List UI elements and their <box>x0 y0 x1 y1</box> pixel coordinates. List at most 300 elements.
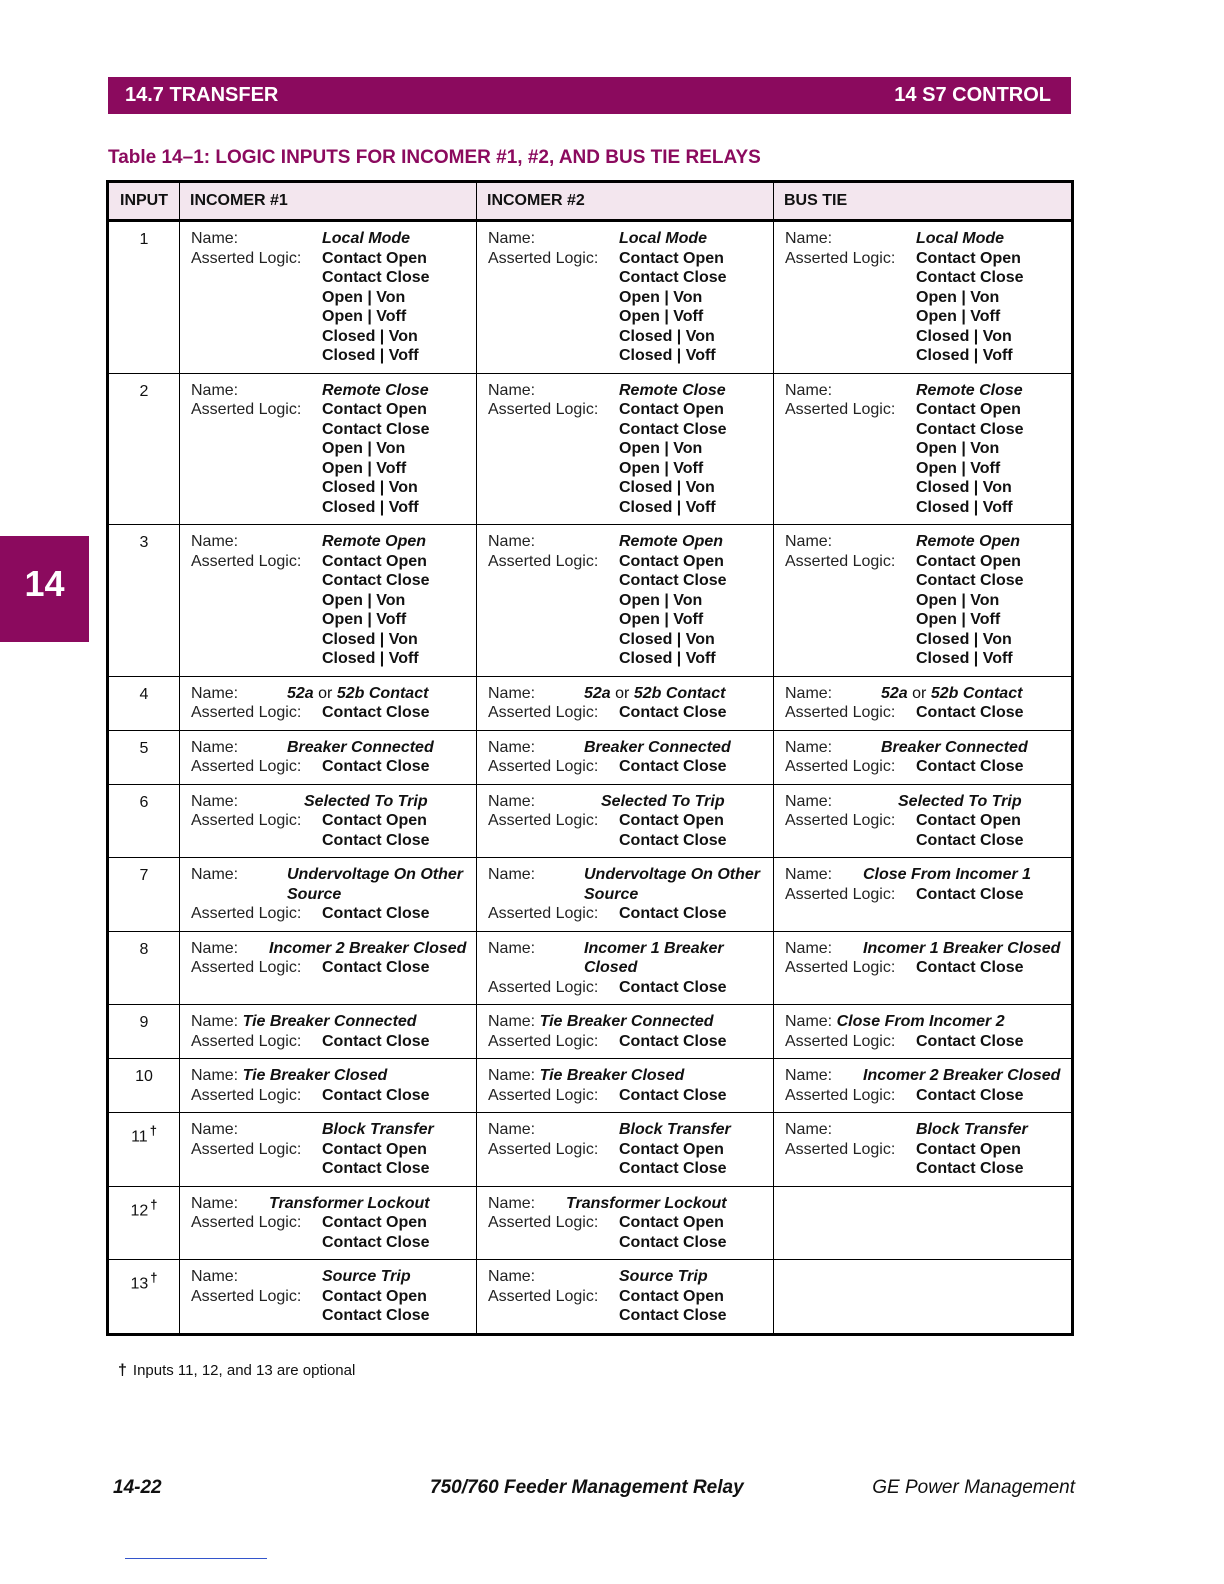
name-value: Remote Open <box>619 533 724 550</box>
bus-tie-cell <box>774 525 1073 677</box>
asserted-row <box>488 1032 773 1052</box>
name-label: Name: <box>785 866 833 883</box>
logic-value: Closed | Voff <box>916 650 1013 667</box>
section-header-bar <box>108 77 1071 114</box>
input-cell <box>191 939 476 978</box>
table-row <box>108 373 1073 525</box>
asserted-logic-label: Asserted Logic: <box>488 1140 599 1158</box>
name-label: Name: <box>488 1013 536 1030</box>
name-label: Name: <box>785 381 833 399</box>
asserted-logic-values <box>619 1086 773 1106</box>
logic-value: Open | Voff <box>619 308 704 325</box>
dagger-symbol: † <box>118 1362 127 1379</box>
asserted-logic-values <box>619 978 773 998</box>
name-or: or <box>912 684 927 702</box>
name-label: Name: <box>785 684 833 702</box>
input-cell <box>785 939 1071 978</box>
asserted-logic-label: Asserted Logic: <box>785 812 896 829</box>
asserted-logic-label: Asserted Logic: <box>488 1086 599 1104</box>
asserted-logic-label: Asserted Logic: <box>191 1287 302 1305</box>
input-cell <box>785 1066 1071 1105</box>
input-number-value: 6 <box>139 793 149 811</box>
name-label: Name: <box>488 1067 536 1084</box>
input-number <box>108 931 180 1005</box>
asserted-logic-label: Asserted Logic: <box>785 552 896 570</box>
asserted-logic-label: Asserted Logic: <box>488 249 599 267</box>
logic-value: Contact Open <box>322 812 427 829</box>
name-label: Name: <box>191 684 239 702</box>
logic-value: Contact Open <box>322 249 427 267</box>
asserted-logic-values <box>916 1086 1071 1106</box>
input-cell <box>488 939 773 998</box>
logic-value: Contact Close <box>322 572 430 589</box>
incomer-1-cell <box>180 784 477 858</box>
table-row <box>108 1260 1073 1335</box>
logic-value: Contact Close <box>916 420 1024 438</box>
name-label: Name: <box>488 866 536 883</box>
name-value: Remote Close <box>619 381 726 399</box>
name-label: Name: <box>785 533 833 550</box>
table-row <box>108 730 1073 784</box>
asserted-logic-values <box>916 552 1071 669</box>
asserted-logic-values <box>916 400 1071 517</box>
name-row <box>488 1066 773 1086</box>
name-label: Name: <box>191 738 239 756</box>
asserted-logic-label: Asserted Logic: <box>785 959 896 976</box>
asserted-logic-label: Asserted Logic: <box>785 758 896 775</box>
input-cell <box>488 532 773 669</box>
input-number <box>108 784 180 858</box>
logic-value: Open | Von <box>619 591 703 609</box>
logic-value: Contact Close <box>916 831 1024 849</box>
logic-value: Open | Von <box>916 591 1000 609</box>
table-row <box>108 1005 1073 1059</box>
name-label: Name: <box>191 230 239 247</box>
name-label: Name: <box>488 1121 536 1138</box>
incomer-1-cell <box>180 525 477 677</box>
logic-value: Contact Open <box>322 401 427 418</box>
logic-value: Contact Open <box>322 1287 427 1305</box>
logic-value: Contact Open <box>619 1214 724 1231</box>
logic-value: Open | Von <box>916 440 1000 457</box>
logic-value: Contact Close <box>619 420 727 438</box>
asserted-logic-label: Asserted Logic: <box>488 704 599 721</box>
logic-value: Open | Voff <box>322 459 407 477</box>
input-cell <box>191 532 476 669</box>
bus-tie-cell <box>774 676 1073 730</box>
logic-value: Contact Open <box>916 249 1021 267</box>
input-number-value: 3 <box>139 534 149 551</box>
name-label: Name: <box>785 1121 833 1138</box>
name-label: Name: <box>191 533 239 550</box>
incomer-1-cell <box>180 676 477 730</box>
logic-value: Open | Von <box>619 288 703 306</box>
name-value: Remote Close <box>916 381 1023 399</box>
asserted-logic-label: Asserted Logic: <box>191 249 302 267</box>
logic-value: Contact Close <box>322 831 430 849</box>
input-cell <box>191 1012 476 1051</box>
asserted-logic-label: Asserted Logic: <box>191 758 302 775</box>
asserted-logic-label: Asserted Logic: <box>191 1214 302 1231</box>
asserted-logic-label: Asserted Logic: <box>785 249 896 267</box>
input-cell <box>488 1012 773 1051</box>
input-cell <box>191 229 476 366</box>
name-part-a: 52a <box>881 684 908 702</box>
input-number-value: 7 <box>139 867 149 884</box>
footnote-text: Inputs 11, 12, and 13 are optional <box>132 1362 356 1379</box>
input-number-value: 8 <box>139 940 149 958</box>
input-cell <box>488 381 773 518</box>
asserted-logic-values <box>322 552 476 669</box>
optional-dagger: † <box>149 1123 157 1138</box>
input-cell <box>785 532 1071 669</box>
name-part-b: 52b Contact <box>633 684 726 702</box>
incomer-2-cell <box>477 1005 774 1059</box>
logic-value: Open | Voff <box>322 611 407 628</box>
asserted-logic-label: Asserted Logic: <box>191 1032 302 1050</box>
input-cell <box>488 1194 773 1253</box>
optional-dagger: † <box>150 1270 158 1285</box>
input-number-value: 9 <box>139 1014 149 1031</box>
logic-value: Closed | Von <box>322 327 418 345</box>
asserted-logic-values <box>619 757 773 777</box>
name-label: Name: <box>191 792 239 810</box>
name-value: Breaker Connected <box>881 738 1028 756</box>
logic-value: Contact Open <box>619 552 724 570</box>
name-label: Name: <box>785 1013 833 1030</box>
input-number-value: 5 <box>139 739 149 757</box>
logic-value: Contact Close <box>916 1160 1024 1177</box>
input-cell <box>488 1066 773 1105</box>
asserted-logic-values <box>619 1287 773 1326</box>
name-value <box>584 865 773 904</box>
input-number <box>108 1005 180 1059</box>
name-value: Remote Open <box>322 533 427 550</box>
name-value: Close From Incomer 1 <box>863 866 1032 883</box>
asserted-logic-label: Asserted Logic: <box>488 812 599 829</box>
asserted-logic-values <box>619 904 773 924</box>
name-value: Breaker Connected <box>584 738 731 756</box>
incomer-2-cell <box>477 221 774 374</box>
name-value <box>287 684 476 704</box>
logic-value: Contact Close <box>916 572 1024 589</box>
logic-value: Contact Close <box>619 831 727 849</box>
asserted-logic-values <box>322 1140 476 1179</box>
asserted-logic-values <box>322 1287 476 1326</box>
asserted-row <box>488 1086 773 1106</box>
incomer-1-cell <box>180 1059 477 1113</box>
name-part-a: 52a <box>584 684 611 702</box>
name-value <box>584 684 773 704</box>
incomer-2-cell <box>477 730 774 784</box>
col-header-input: INPUT <box>108 182 180 221</box>
asserted-logic-label: Asserted Logic: <box>488 978 599 996</box>
input-cell <box>488 738 773 777</box>
asserted-logic-label: Asserted Logic: <box>785 885 896 903</box>
logic-value: Closed | Von <box>619 479 715 496</box>
logic-value: Closed | Voff <box>916 347 1013 364</box>
logic-value: Contact Open <box>916 1140 1021 1158</box>
logic-value: Contact Open <box>916 401 1021 418</box>
name-value: Source Trip <box>619 1268 708 1285</box>
col-header-bus-tie: BUS TIE <box>774 182 1073 221</box>
asserted-logic-label: Asserted Logic: <box>488 1287 599 1305</box>
incomer-1-cell <box>180 373 477 525</box>
name-value <box>881 684 1071 704</box>
bus-tie-cell <box>774 1186 1073 1260</box>
input-cell <box>785 229 1071 366</box>
asserted-logic-label: Asserted Logic: <box>191 905 302 922</box>
chapter-title: 14 S7 CONTROL <box>894 84 1051 106</box>
asserted-logic-label: Asserted Logic: <box>191 959 302 976</box>
input-number-value: 10 <box>135 1068 153 1085</box>
name-label: Name: <box>191 381 239 399</box>
incomer-1-cell <box>180 1005 477 1059</box>
logic-value: Contact Open <box>916 552 1021 570</box>
name-label: Name: <box>785 792 833 810</box>
input-cell <box>785 865 1071 904</box>
name-label: Name: <box>191 866 239 883</box>
asserted-logic-label: Asserted Logic: <box>488 1032 599 1050</box>
logic-value: Contact Close <box>619 978 727 996</box>
name-line: Closed <box>584 959 638 976</box>
bus-tie-cell <box>774 858 1073 932</box>
logic-value: Contact Open <box>619 1287 724 1305</box>
input-number <box>108 1059 180 1113</box>
logic-value: Contact Close <box>916 885 1024 903</box>
logic-value: Contact Close <box>619 1307 727 1324</box>
name-label: Name: <box>488 1268 536 1285</box>
name-value: Tie Breaker Connected <box>242 1013 417 1030</box>
name-line: Undervoltage On Other <box>287 866 464 883</box>
brand-name: GE Power Management <box>872 1477 1075 1498</box>
name-label: Name: <box>191 1013 239 1030</box>
incomer-2-cell <box>477 525 774 677</box>
logic-value: Closed | Von <box>916 327 1012 345</box>
logic-value: Open | Von <box>619 440 703 457</box>
asserted-logic-label: Asserted Logic: <box>785 1086 896 1104</box>
name-value: Tie Breaker Closed <box>539 1067 685 1084</box>
logic-value: Contact Close <box>619 1160 727 1177</box>
asserted-logic-values <box>322 1086 476 1106</box>
name-value: Tie Breaker Closed <box>242 1067 388 1084</box>
name-value: Transformer Lockout <box>566 1194 727 1212</box>
incomer-2-cell <box>477 676 774 730</box>
logic-value: Contact Close <box>619 758 727 775</box>
bus-tie-cell <box>774 1113 1073 1187</box>
table-row <box>108 1113 1073 1187</box>
asserted-logic-label: Asserted Logic: <box>488 905 599 922</box>
incomer-2-cell <box>477 1113 774 1187</box>
input-number-value: 12 <box>130 1201 149 1219</box>
logic-value: Closed | Von <box>322 479 418 496</box>
name-line: Incomer 1 Breaker <box>584 939 724 957</box>
logic-value: Open | Von <box>916 288 1000 306</box>
logic-value: Contact Close <box>619 704 727 721</box>
logic-value: Open | Voff <box>916 459 1001 477</box>
asserted-row <box>191 1086 476 1106</box>
logic-value: Closed | Voff <box>619 347 716 364</box>
incomer-2-cell <box>477 1186 774 1260</box>
asserted-logic-values <box>619 400 773 517</box>
asserted-logic-values <box>322 400 476 517</box>
input-cell <box>191 792 476 851</box>
logic-value: Closed | Von <box>322 630 418 648</box>
name-value: Block Transfer <box>322 1121 434 1138</box>
table-header-row <box>108 182 1073 221</box>
asserted-logic-values <box>916 811 1071 850</box>
table-row <box>108 1059 1073 1113</box>
logic-value: Contact Open <box>916 812 1021 829</box>
name-line: Undervoltage On Other <box>584 866 761 883</box>
asserted-logic-values <box>322 1032 476 1052</box>
table-row <box>108 931 1073 1005</box>
name-value <box>287 865 476 904</box>
name-row <box>488 1012 773 1032</box>
name-label: Name: <box>191 1194 239 1212</box>
input-cell <box>191 1194 476 1253</box>
incomer-1-cell <box>180 931 477 1005</box>
name-value: Source Trip <box>322 1268 411 1285</box>
name-value: Remote Close <box>322 381 429 399</box>
logic-value: Closed | Voff <box>322 347 419 364</box>
asserted-logic-values <box>916 1140 1071 1179</box>
name-part-a: 52a <box>287 684 314 702</box>
input-cell <box>191 381 476 518</box>
input-cell <box>191 1066 476 1105</box>
logic-value: Contact Close <box>322 704 430 721</box>
logic-value: Contact Close <box>916 269 1024 286</box>
logic-value: Contact Close <box>322 269 430 286</box>
logic-value: Contact Close <box>619 1032 727 1050</box>
name-value: Selected To Trip <box>601 792 725 810</box>
incomer-2-cell <box>477 1059 774 1113</box>
input-cell <box>191 1120 476 1179</box>
table-row <box>108 525 1073 677</box>
logic-value: Contact Close <box>322 1032 430 1050</box>
name-row <box>785 1012 1071 1032</box>
input-cell <box>785 684 1071 723</box>
logic-value: Closed | Von <box>916 479 1012 496</box>
logic-value: Closed | Voff <box>619 650 716 667</box>
logic-value: Contact Close <box>322 1307 430 1324</box>
logic-value: Contact Close <box>322 1086 430 1104</box>
name-label: Name: <box>488 738 536 756</box>
section-title: 14.7 TRANSFER <box>125 84 279 106</box>
logic-value: Contact Close <box>619 1233 727 1251</box>
logic-value: Contact Close <box>619 905 727 922</box>
incomer-1-cell <box>180 221 477 374</box>
table-row <box>108 858 1073 932</box>
asserted-logic-values <box>619 703 773 723</box>
asserted-logic-values <box>619 1140 773 1179</box>
logic-value: Contact Close <box>322 420 430 438</box>
asserted-logic-values <box>322 958 476 978</box>
input-cell <box>488 1267 773 1326</box>
asserted-logic-values <box>322 249 476 366</box>
bus-tie-cell <box>774 373 1073 525</box>
asserted-logic-label: Asserted Logic: <box>191 812 302 829</box>
name-label: Name: <box>191 939 239 957</box>
name-value: Local Mode <box>322 230 411 247</box>
logic-value: Contact Close <box>916 704 1024 721</box>
input-number <box>108 1113 180 1187</box>
asserted-logic-label: Asserted Logic: <box>488 401 599 418</box>
logic-value: Closed | Voff <box>322 650 419 667</box>
name-label: Name: <box>785 1067 833 1084</box>
logic-value: Contact Close <box>322 959 430 976</box>
name-value: Incomer 1 Breaker Closed <box>863 939 1061 957</box>
name-label: Name: <box>488 939 536 957</box>
name-value: Incomer 2 Breaker Closed <box>269 939 467 957</box>
input-number-value: 13 <box>130 1275 149 1293</box>
name-label: Name: <box>488 792 536 810</box>
logic-inputs-table <box>106 180 1074 1336</box>
document-title: 750/760 Feeder Management Relay <box>430 1477 744 1498</box>
asserted-logic-label: Asserted Logic: <box>488 758 599 775</box>
name-value: Block Transfer <box>619 1121 731 1138</box>
input-cell <box>191 1267 476 1326</box>
name-value: Block Transfer <box>916 1121 1028 1138</box>
input-number <box>108 730 180 784</box>
asserted-logic-label: Asserted Logic: <box>191 401 302 418</box>
name-line: Source <box>584 885 639 903</box>
name-value: Incomer 2 Breaker Closed <box>863 1067 1061 1084</box>
name-value: Remote Open <box>916 533 1021 550</box>
logic-value: Contact Close <box>619 572 727 589</box>
asserted-logic-values <box>916 1032 1071 1052</box>
logic-value: Open | Voff <box>916 611 1001 628</box>
name-or: or <box>615 684 630 702</box>
logic-value: Closed | Voff <box>619 498 716 516</box>
name-label: Name: <box>488 381 536 399</box>
asserted-logic-label: Asserted Logic: <box>191 1140 302 1158</box>
asserted-logic-values <box>916 757 1071 777</box>
asserted-logic-values <box>322 1213 476 1252</box>
col-header-incomer-1: INCOMER #1 <box>180 182 477 221</box>
bus-tie-cell <box>774 784 1073 858</box>
logic-value: Open | Von <box>322 591 406 609</box>
bus-tie-cell <box>774 1260 1073 1335</box>
asserted-logic-label: Asserted Logic: <box>191 552 302 570</box>
input-number <box>108 221 180 374</box>
asserted-logic-label: Asserted Logic: <box>488 552 599 570</box>
input-number <box>108 525 180 677</box>
name-label: Name: <box>191 1121 239 1138</box>
name-value: Local Mode <box>619 230 708 247</box>
logic-value: Contact Close <box>916 1086 1024 1104</box>
logic-value: Closed | Von <box>619 327 715 345</box>
name-row <box>191 1066 476 1086</box>
bus-tie-cell <box>774 1059 1073 1113</box>
asserted-logic-label: Asserted Logic: <box>191 704 302 721</box>
name-row <box>191 1012 476 1032</box>
input-number-value: 1 <box>139 231 149 248</box>
table-row <box>108 221 1073 374</box>
incomer-1-cell <box>180 1260 477 1335</box>
input-number-value: 2 <box>139 382 149 400</box>
input-cell <box>488 229 773 366</box>
input-cell <box>785 1120 1071 1179</box>
input-cell <box>785 792 1071 851</box>
name-label: Name: <box>488 230 536 247</box>
input-cell <box>785 381 1071 518</box>
logic-value: Contact Close <box>322 758 430 775</box>
bus-tie-cell <box>774 1005 1073 1059</box>
bus-tie-cell <box>774 730 1073 784</box>
logic-value: Open | Voff <box>619 611 704 628</box>
asserted-row <box>785 1032 1071 1052</box>
